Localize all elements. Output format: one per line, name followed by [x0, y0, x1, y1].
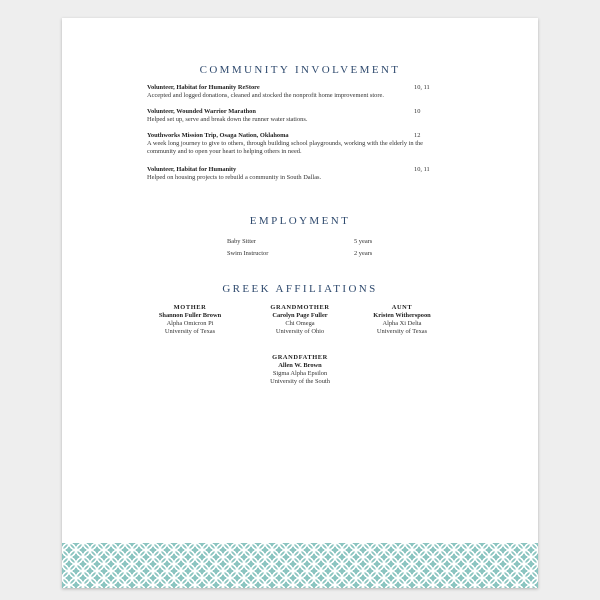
- greek-person-grandmother: [245, 304, 355, 336]
- greek-person-grandfather: [245, 354, 355, 386]
- relation-label: GRANDFATHER: [272, 354, 328, 361]
- employment-duration: 2 years: [354, 250, 373, 257]
- person-name: Allen W. Brown: [278, 362, 322, 369]
- person-name: Kristen Witherspoon: [373, 312, 431, 319]
- school: University of the South: [270, 378, 330, 385]
- employment-job: Baby Sitter: [227, 238, 256, 245]
- entry-grades: 10, 11: [414, 166, 430, 173]
- community-entry: [147, 166, 447, 182]
- community-entry: [147, 84, 447, 100]
- entry-description: A week long journey to give to others, through building school playgrounds, working with the elderly in the community and to open your heart to helping others in need.: [147, 140, 423, 155]
- community-entry: [147, 132, 447, 156]
- community-entry: [147, 108, 447, 124]
- organization: Alpha Xi Delta: [382, 320, 422, 327]
- entry-title: Volunteer, Habitat for Humanity ReStore: [147, 84, 260, 91]
- resume-page: [62, 18, 538, 588]
- employment-heading: EMPLOYMENT: [249, 215, 351, 227]
- entry-description: Helped set up, serve and break down the runner water stations.: [147, 116, 308, 123]
- entry-description: Helped on housing projects to rebuild a community in South Dallas.: [147, 174, 322, 181]
- person-name: Shannon Fuller Brown: [158, 312, 222, 319]
- employment-job: Swim Instructor: [227, 250, 269, 257]
- entry-grades: 12: [414, 132, 421, 139]
- community-involvement-heading: COMMUNITY INVOLVEMENT: [199, 64, 401, 76]
- greek-person-mother: [135, 304, 245, 336]
- greek-affiliations-heading: GREEK AFFILIATIONS: [222, 283, 378, 295]
- entry-title: Volunteer, Wounded Warrior Marathon: [147, 108, 256, 115]
- school: University of Ohio: [275, 328, 325, 335]
- relation-label: AUNT: [391, 304, 413, 311]
- entry-grades: 10, 11: [414, 84, 430, 91]
- entry-description: Accepted and logged donations, cleaned and stocked the nonprofit home improvement store.: [147, 92, 384, 99]
- greek-person-aunt: [347, 304, 457, 336]
- organization: Chi Omega: [285, 320, 315, 327]
- relation-label: GRANDMOTHER: [270, 304, 330, 311]
- organization: Sigma Alpha Epsilon: [272, 370, 328, 377]
- school: University of Texas: [164, 328, 216, 335]
- decorative-pattern-band: [62, 543, 538, 588]
- employment-duration: 5 years: [354, 238, 373, 245]
- school: University of Texas: [376, 328, 428, 335]
- relation-label: MOTHER: [173, 304, 207, 311]
- organization: Alpha Omicron Pi: [166, 320, 214, 327]
- entry-title: Youthworks Mission Trip, Osaga Nation, Oklahoma: [147, 132, 289, 139]
- entry-grades: 10: [414, 108, 421, 115]
- entry-title: Volunteer, Habitat for Humanity: [147, 166, 237, 173]
- person-name: Carolyn Page Fuller: [272, 312, 328, 319]
